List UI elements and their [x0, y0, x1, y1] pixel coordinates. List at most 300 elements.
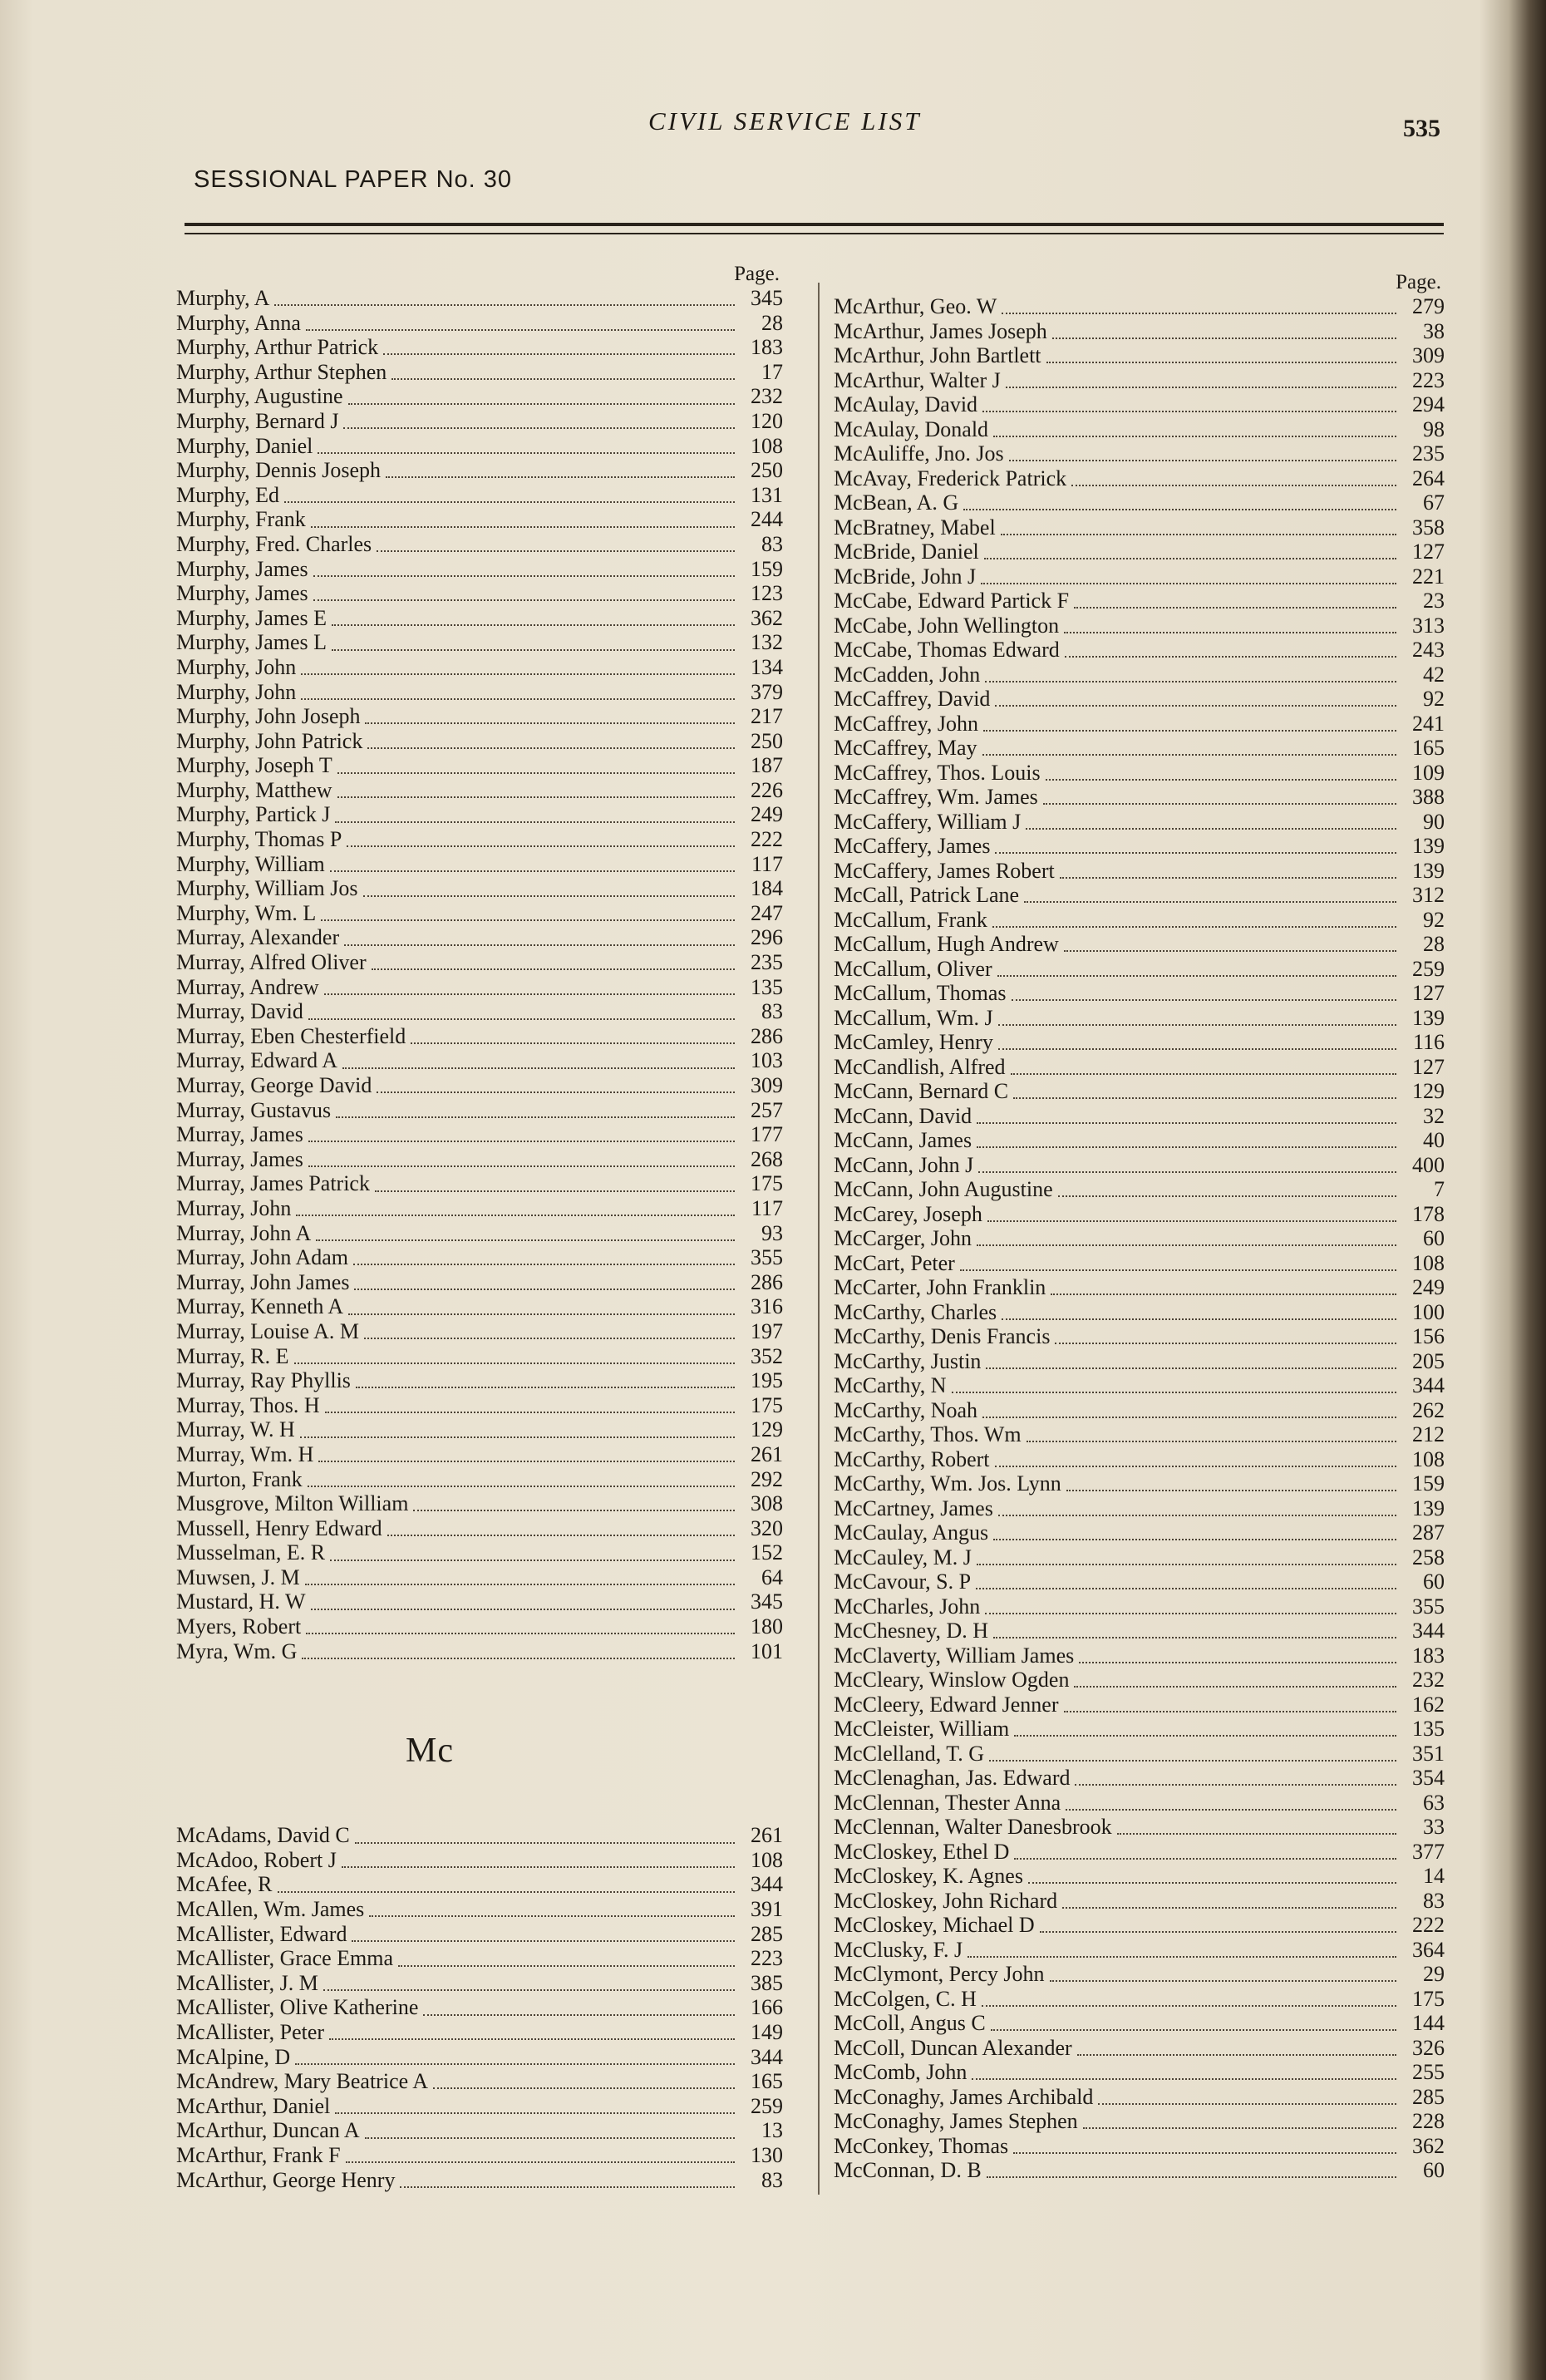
entry-name: McCleery, Edward Jenner	[834, 1692, 1059, 1717]
entry-name: Myers, Robert	[176, 1614, 302, 1639]
index-entry	[176, 1971, 783, 1996]
entry-page: 28	[1423, 932, 1445, 956]
entry-page: 117	[751, 851, 783, 876]
entry-name: McCallum, Oliver	[834, 956, 992, 981]
index-entry	[834, 1791, 1445, 1816]
entry-page: 249	[751, 802, 783, 827]
index-entry	[834, 1864, 1445, 1889]
index-entry	[176, 2143, 783, 2168]
entry-page: 108	[751, 1847, 783, 1872]
entry-name: Murphy, Fred. Charles	[176, 531, 372, 556]
entry-name: McCarthy, N	[834, 1373, 947, 1397]
index-entry	[176, 827, 783, 852]
dot-leader	[330, 1552, 735, 1561]
entry-page: 177	[751, 1122, 783, 1147]
entry-page: 156	[1412, 1324, 1445, 1348]
entry-page: 63	[1423, 1790, 1445, 1815]
entry-name: McCarthy, Justin	[834, 1348, 982, 1373]
entry-name: Murray, George David	[176, 1073, 372, 1097]
entry-page: 232	[1412, 1668, 1445, 1692]
index-entry	[176, 2168, 783, 2193]
entry-page: 308	[751, 1491, 783, 1516]
index-entry	[176, 606, 783, 631]
entry-name: Murphy, A	[176, 286, 270, 310]
dot-leader	[377, 543, 735, 552]
dot-leader	[305, 1576, 735, 1585]
dot-leader	[995, 697, 1396, 707]
index-entry	[176, 1147, 783, 1172]
dot-leader	[342, 1060, 735, 1069]
right-column	[834, 271, 1445, 2183]
entry-name: McAllister, Olive Katherine	[176, 1995, 419, 2020]
entry-page: 385	[751, 1970, 783, 1995]
index-entry	[834, 1128, 1445, 1153]
entry-page: 130	[751, 2142, 783, 2167]
dot-leader	[1074, 1678, 1396, 1688]
entry-name: Murphy, Partick J	[176, 802, 331, 827]
dot-leader	[313, 568, 735, 577]
entry-page: 180	[751, 1614, 783, 1639]
index-entry	[834, 1766, 1445, 1791]
dot-leader	[294, 1355, 735, 1364]
index-entry	[176, 1565, 783, 1590]
entry-name: Murphy, Daniel	[176, 433, 313, 458]
entry-page: 197	[751, 1318, 783, 1343]
entry-page: 178	[1412, 1201, 1445, 1226]
entry-name: Murphy, Bernard J	[176, 408, 339, 433]
entry-page: 42	[1423, 662, 1445, 687]
entry-page: 60	[1423, 1226, 1445, 1250]
dot-leader	[998, 1017, 1396, 1026]
index-entry	[176, 409, 783, 434]
entry-name: Murray, David	[176, 999, 303, 1024]
dot-leader	[984, 550, 1396, 559]
entry-page: 235	[1412, 441, 1445, 466]
dot-leader	[993, 428, 1396, 437]
dot-leader	[1077, 2047, 1396, 2056]
entry-name: Murphy, James E	[176, 605, 327, 630]
column-divider	[818, 283, 820, 2195]
entry-page: 257	[751, 1097, 783, 1122]
entry-name: McCallum, Hugh Andrew	[834, 932, 1059, 956]
dot-leader	[1064, 943, 1396, 952]
entry-page: 345	[751, 286, 783, 310]
dot-leader	[985, 1605, 1396, 1614]
dot-leader	[369, 1908, 735, 1917]
entry-page: 60	[1423, 2158, 1445, 2182]
entry-name: Murphy, John	[176, 654, 297, 679]
entry-page: 312	[1412, 883, 1445, 907]
entry-page: 354	[1412, 1766, 1445, 1790]
index-entry	[176, 2020, 783, 2045]
index-entry	[834, 490, 1445, 515]
running-head: CIVIL SERVICE LIST	[648, 106, 922, 136]
index-entry	[834, 540, 1445, 564]
entry-name: Murphy, William Jos	[176, 876, 358, 901]
dot-leader	[363, 888, 735, 897]
section-heading: Mc	[406, 1732, 454, 1771]
dot-leader	[1060, 870, 1396, 879]
entry-page: 217	[751, 704, 783, 729]
index-entry	[834, 1226, 1445, 1251]
index-entry	[834, 1693, 1445, 1717]
entry-name: McAdoo, Robert J	[176, 1847, 337, 1872]
entry-name: Murray, Alfred Oliver	[176, 950, 367, 975]
entry-name: McCloskey, Ethel D	[834, 1839, 1010, 1864]
entry-page: 259	[1412, 956, 1445, 981]
dot-leader	[364, 1330, 735, 1339]
dot-leader	[321, 912, 735, 921]
dot-leader	[377, 1084, 735, 1093]
dot-leader	[335, 814, 735, 823]
index-entry	[176, 655, 783, 680]
dot-leader	[1026, 820, 1396, 830]
index-entry	[834, 2060, 1445, 2085]
index-entry	[834, 1251, 1445, 1276]
entry-name: Mustard, H. W	[176, 1589, 306, 1614]
index-entry	[176, 999, 783, 1024]
dot-leader	[1058, 1188, 1396, 1197]
dot-leader	[963, 501, 1396, 510]
index-entry	[176, 1848, 783, 1873]
index-entry	[176, 2045, 783, 2070]
entry-page: 379	[751, 679, 783, 704]
entry-name: McConnan, D. B	[834, 2158, 982, 2182]
entry-page: 127	[1412, 981, 1445, 1005]
index-entry	[176, 1417, 783, 1442]
entry-page: 268	[751, 1146, 783, 1171]
entry-page: 187	[751, 753, 783, 778]
entry-name: Mussell, Henry Edward	[176, 1515, 382, 1540]
index-entry	[834, 1815, 1445, 1840]
index-entry	[176, 925, 783, 950]
entry-name: Murray, John James	[176, 1269, 350, 1294]
entry-page: 222	[751, 827, 783, 852]
entry-name: Murray, Louise A. M	[176, 1318, 360, 1343]
index-entry	[834, 564, 1445, 589]
entry-page: 17	[761, 359, 783, 384]
index-entry	[834, 1055, 1445, 1080]
entry-name: McCann, Bernard C	[834, 1079, 1009, 1103]
index-entry	[834, 1987, 1445, 2012]
index-entry	[176, 680, 783, 705]
entry-name: McClaverty, William James	[834, 1643, 1075, 1668]
index-entry	[176, 1614, 783, 1639]
entry-page: 235	[751, 950, 783, 975]
entry-name: McAulay, Donald	[834, 416, 989, 441]
entry-page: 351	[1412, 1741, 1445, 1766]
entry-page: 33	[1423, 1815, 1445, 1839]
dot-leader	[997, 968, 1396, 977]
entry-name: Murphy, John Patrick	[176, 728, 363, 753]
entry-name: McCaffery, William J	[834, 809, 1022, 834]
dot-leader	[1055, 1335, 1396, 1344]
entry-page: 117	[751, 1195, 783, 1220]
entry-page: 108	[1412, 1446, 1445, 1471]
entry-name: McAlpine, D	[176, 2044, 291, 2069]
entry-page: 108	[751, 433, 783, 458]
entry-page: 212	[1412, 1422, 1445, 1446]
dot-leader	[383, 346, 735, 355]
entry-name: Murton, Frank	[176, 1466, 303, 1491]
entry-name: Murphy, Ed	[176, 482, 279, 507]
entry-name: McArthur, Daniel	[176, 2093, 331, 2118]
entry-name: McConaghy, James Stephen	[834, 2109, 1078, 2133]
entry-name: Murray, Ray Phyllis	[176, 1368, 351, 1393]
dot-leader	[978, 1164, 1396, 1173]
entry-name: Myra, Wm. G	[176, 1638, 298, 1663]
index-entry	[834, 589, 1445, 613]
index-entry	[834, 761, 1445, 786]
dot-leader	[316, 1232, 735, 1241]
dot-leader	[308, 1478, 735, 1487]
entry-name: McAllister, Edward	[176, 1921, 347, 1946]
entry-name: Murphy, James	[176, 556, 308, 581]
entry-name: McCart, Peter	[834, 1250, 955, 1275]
name-list	[176, 286, 783, 1663]
entry-page: 175	[751, 1392, 783, 1417]
entry-page: 388	[1412, 785, 1445, 809]
entry-page: 83	[761, 531, 783, 556]
index-entry	[176, 1491, 783, 1516]
index-entry	[176, 630, 783, 655]
entry-page: 221	[1412, 564, 1445, 589]
index-entry	[176, 1319, 783, 1344]
dot-leader	[982, 403, 1396, 412]
index-entry	[176, 1294, 783, 1319]
entry-page: 223	[751, 1946, 783, 1971]
dot-leader	[306, 1625, 735, 1634]
index-entry	[176, 286, 783, 311]
entry-name: McCall, Patrick Lane	[834, 883, 1020, 907]
dot-leader	[1071, 477, 1396, 486]
dot-leader	[992, 919, 1396, 928]
entry-name: McBratney, Mabel	[834, 515, 996, 540]
dot-leader	[332, 617, 735, 626]
entry-page: 205	[1412, 1348, 1445, 1373]
index-entry	[834, 1496, 1445, 1521]
entry-page: 139	[1412, 1005, 1445, 1030]
entry-name: Murray, R. E	[176, 1343, 289, 1368]
dot-leader	[302, 1650, 735, 1659]
dot-leader	[982, 747, 1396, 756]
dot-leader	[1079, 1654, 1396, 1663]
entry-name: Murray, John Adam	[176, 1245, 349, 1270]
dot-leader	[295, 2056, 735, 2065]
index-entry	[176, 1393, 783, 1418]
entry-name: McCaffery, James	[834, 834, 991, 858]
entry-page: 67	[1423, 490, 1445, 515]
entry-name: McCloskey, Michael D	[834, 1913, 1035, 1937]
entry-page: 149	[751, 2020, 783, 2044]
index-entry	[834, 1153, 1445, 1178]
entry-page: 285	[1412, 2084, 1445, 2109]
entry-page: 223	[1412, 367, 1445, 392]
entry-page: 116	[1412, 1030, 1445, 1054]
index-entry	[834, 1300, 1445, 1325]
index-entry	[834, 859, 1445, 884]
dot-leader	[284, 494, 735, 503]
dot-leader	[313, 592, 735, 601]
index-entry	[834, 417, 1445, 442]
entry-name: Musgrove, Milton William	[176, 1491, 409, 1516]
entry-page: 129	[1412, 1079, 1445, 1103]
entry-page: 64	[761, 1564, 783, 1589]
entry-name: Murray, John A	[176, 1220, 312, 1245]
index-entry	[176, 1024, 783, 1049]
entry-name: McClelland, T. G	[834, 1741, 985, 1766]
entry-page: 23	[1423, 589, 1445, 613]
dot-leader	[1062, 1900, 1396, 1909]
index-entry	[176, 1639, 783, 1664]
index-entry	[176, 1946, 783, 1971]
entry-page: 345	[751, 1589, 783, 1614]
entry-page: 320	[751, 1515, 783, 1540]
entry-page: 261	[751, 1823, 783, 1848]
entry-name: McCarthy, Charles	[834, 1299, 997, 1324]
entry-page: 259	[751, 2093, 783, 2118]
entry-page: 250	[751, 458, 783, 483]
entry-name: McCann, John Augustine	[834, 1177, 1053, 1201]
dot-leader	[982, 1409, 1396, 1418]
entry-page: 358	[1412, 515, 1445, 540]
dot-leader	[977, 1139, 1396, 1148]
entry-name: McCleister, William	[834, 1717, 1010, 1741]
dot-leader	[433, 2080, 735, 2089]
dot-leader	[324, 986, 735, 995]
dot-leader	[375, 1183, 735, 1192]
index-entry	[834, 294, 1445, 319]
entry-page: 195	[751, 1368, 783, 1393]
entry-name: McCabe, Thomas Edward	[834, 638, 1060, 662]
index-entry	[176, 2118, 783, 2143]
index-entry	[176, 335, 783, 360]
dot-leader	[977, 1237, 1396, 1246]
index-entry	[834, 1177, 1445, 1202]
entry-name: McCamley, Henry	[834, 1030, 993, 1054]
entry-page: 127	[1412, 540, 1445, 564]
dot-leader	[986, 1360, 1396, 1369]
entry-page: 247	[751, 900, 783, 925]
dot-leader	[985, 673, 1396, 682]
index-entry	[176, 729, 783, 754]
entry-page: 232	[751, 384, 783, 409]
entry-page: 134	[751, 654, 783, 679]
entry-name: Murphy, Thomas P	[176, 827, 342, 852]
index-entry	[176, 1098, 783, 1123]
index-entry	[834, 1079, 1445, 1104]
entry-page: 344	[1412, 1619, 1445, 1643]
entry-page: 344	[1412, 1373, 1445, 1397]
index-entry	[834, 466, 1445, 491]
entry-name: McCarthy, Thos. Wm	[834, 1422, 1022, 1446]
entry-page: 226	[751, 777, 783, 802]
entry-page: 103	[751, 1048, 783, 1073]
index-entry	[834, 1422, 1445, 1447]
index-entry	[834, 908, 1445, 933]
entry-name: McConaghy, James Archibald	[834, 2084, 1094, 2109]
entry-name: McBean, A. G	[834, 490, 959, 515]
entry-name: McArthur, Duncan A	[176, 2118, 360, 2143]
entry-page: 183	[1412, 1643, 1445, 1668]
entry-name: Murphy, Anna	[176, 310, 301, 335]
entry-name: McCaulay, Angus	[834, 1520, 989, 1545]
index-entry	[176, 950, 783, 975]
index-entry	[176, 1048, 783, 1073]
entry-page: 32	[1423, 1103, 1445, 1128]
entry-name: McCaffery, James Robert	[834, 858, 1055, 883]
index-entry	[176, 975, 783, 1000]
name-list	[834, 294, 1445, 2183]
dot-leader	[336, 1109, 735, 1118]
dot-leader	[1040, 1924, 1396, 1933]
index-entry	[834, 883, 1445, 908]
dot-leader	[1065, 648, 1396, 658]
dot-leader	[278, 1884, 735, 1893]
entry-name: Murphy, James L	[176, 630, 327, 655]
entry-page: 127	[1412, 1054, 1445, 1079]
entry-page: 132	[751, 630, 783, 655]
dot-leader	[274, 297, 735, 306]
index-entry	[834, 1520, 1445, 1545]
index-entry	[176, 1270, 783, 1295]
index-entry	[834, 736, 1445, 761]
entry-page: 28	[761, 310, 783, 335]
dot-leader	[1083, 2120, 1396, 2129]
entry-name: McAulay, David	[834, 392, 978, 416]
index-entry	[834, 1569, 1445, 1594]
entry-name: McCaffrey, Wm. James	[834, 785, 1038, 809]
entry-page: 162	[1412, 1692, 1445, 1717]
index-entry	[834, 1373, 1445, 1398]
dot-leader	[960, 1262, 1396, 1271]
dot-leader	[337, 765, 735, 774]
dot-leader	[413, 1502, 735, 1511]
entry-name: Musselman, E. R	[176, 1540, 326, 1565]
dot-leader	[323, 1982, 735, 1991]
dot-leader	[991, 2022, 1396, 2031]
entry-name: McArthur, Geo. W	[834, 294, 997, 318]
dot-leader	[387, 1527, 735, 1536]
entry-name: McArthur, John Bartlett	[834, 343, 1041, 367]
entry-name: McArthur, George Henry	[176, 2167, 396, 2192]
index-entry	[176, 1122, 783, 1147]
dot-leader	[347, 838, 735, 847]
dot-leader	[1051, 1286, 1396, 1295]
dot-leader	[1028, 1875, 1396, 1884]
entry-name: Murphy, Augustine	[176, 384, 343, 409]
entry-name: McBride, Daniel	[834, 540, 979, 564]
index-entry	[834, 1840, 1445, 1865]
dot-leader	[1074, 599, 1396, 609]
entry-name: Murray, Edward A	[176, 1048, 337, 1073]
entry-name: McCaffrey, John	[834, 711, 979, 736]
entry-name: McAllister, Grace Emma	[176, 1946, 394, 1971]
dot-leader	[993, 1629, 1396, 1638]
dot-leader	[1027, 1433, 1396, 1442]
entry-page: 40	[1423, 1128, 1445, 1152]
entry-page: 166	[751, 1995, 783, 2020]
index-entry	[834, 2011, 1445, 2036]
dot-leader	[1066, 1482, 1396, 1491]
entry-page: 159	[751, 556, 783, 581]
index-entry	[176, 852, 783, 877]
index-entry	[834, 1349, 1445, 1374]
dot-leader	[301, 691, 735, 700]
dot-leader	[981, 575, 1396, 584]
entry-page: 344	[751, 1872, 783, 1897]
dot-leader	[398, 1958, 735, 1967]
